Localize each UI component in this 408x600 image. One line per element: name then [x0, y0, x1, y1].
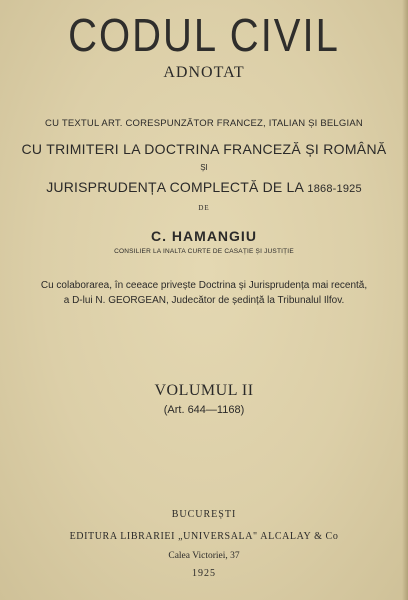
author-name: C. HAMANGIU	[151, 228, 257, 244]
publisher-address: Calea Victoriei, 37	[168, 551, 240, 561]
collaboration-line-2: a D-lui N. GEORGEAN, Judecător de ședință la Tribunalul Ilfov.	[63, 295, 345, 306]
publication-city: BUCUREȘTI	[171, 509, 237, 520]
doctrine-references-line: CU TRIMITERI LA DOCTRINA FRANCEZĂ ȘI ROMÂNĂ	[21, 141, 387, 157]
collaboration-line-1: Cu colaborarea, în ceeace privește Doctrina și Jurisprudența mai recentă,	[40, 280, 368, 291]
author-position: CONSILIER LA INALTA CURTE DE CASAȚIE ȘI JUSTIȚIE	[114, 248, 294, 255]
article-range: (Art. 644—1168)	[163, 404, 245, 416]
by-word: DE	[198, 204, 210, 212]
publication-year: 1925	[192, 568, 216, 579]
book-subtitle: ADNOTAT	[163, 64, 245, 81]
jurisprudence-years: 1868-1925	[307, 183, 362, 195]
book-title: CODUL CIVIL	[68, 10, 340, 62]
publisher-name: EDITURA LIBRARIEI „UNIVERSALA" ALCALAY & Co	[69, 531, 339, 542]
volume-number: VOLUMUL II	[154, 382, 254, 399]
conjunction-si: ȘI	[200, 163, 208, 172]
jurisprudence-line	[0, 179, 408, 195]
text-correspondence-line: CU TEXTUL ART. CORESPUNZĂTOR FRANCEZ, ITALIAN ȘI BELGIAN	[45, 118, 363, 129]
jurisprudence-text: JURISPRUDENȚA COMPLECTĂ DE LA	[46, 179, 304, 195]
